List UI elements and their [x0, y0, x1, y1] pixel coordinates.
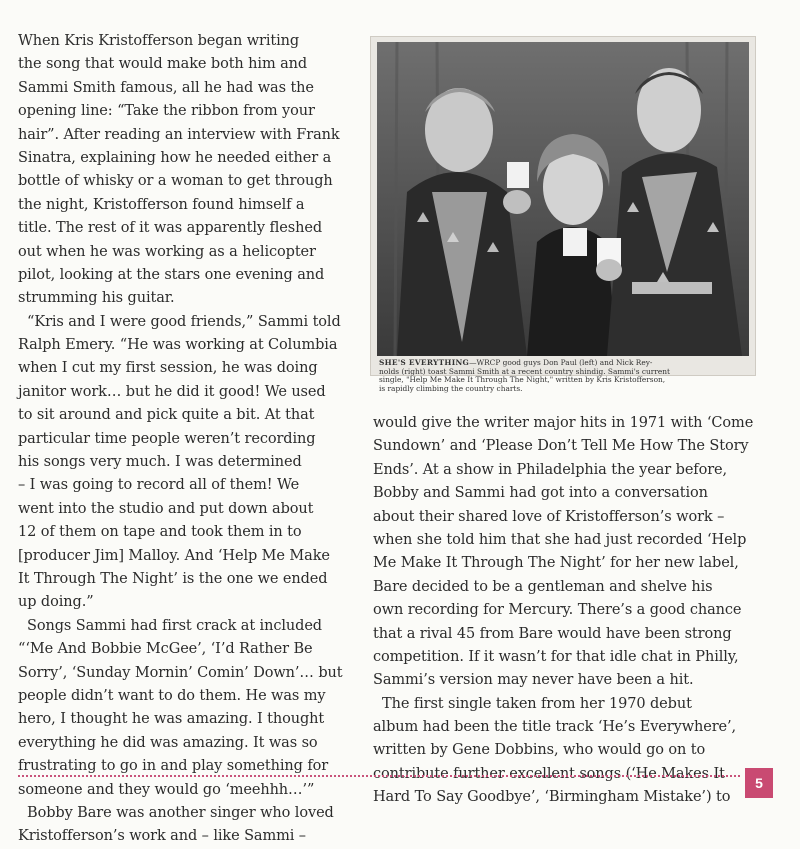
text-line: Songs Sammi had first crack at included — [18, 617, 322, 634]
text-line: bottle of whisky or a woman to get through — [18, 173, 333, 190]
left-column — [18, 30, 358, 849]
text-line: competition. If it wasn’t for that idle chat in Philly, — [373, 648, 739, 665]
text-line: [producer Jim] Malloy. And ‘Help Me Make — [18, 547, 330, 564]
text-line: when I cut my first session, he was doing — [18, 360, 318, 377]
caption-line: —WRCP good guys Don Paul (left) and Nick Rey- — [469, 358, 653, 367]
text-line: his songs very much. I was determined — [18, 454, 302, 471]
text-line: Bobby and Sammi had got into a conversation — [373, 485, 708, 502]
text-line: particular time people weren’t recording — [18, 430, 316, 447]
caption-line: is rapidly climbing the country charts. — [379, 383, 523, 393]
text-line: title. The rest of it was apparently fleshed — [18, 220, 323, 237]
text-line: went into the studio and put down about — [18, 500, 314, 517]
text-line: everything he did was amazing. It was so — [18, 734, 318, 751]
text-line: janitor work… but he did it good! We used — [18, 383, 326, 400]
text-line: to sit around and pick quite a bit. At that — [18, 407, 315, 424]
text-line: It Through The Night’ is the one we ended — [18, 570, 328, 587]
text-line: Sammi’s version may never have been a hit. — [373, 672, 694, 689]
text-line: When Kris Kristofferson began writing — [18, 33, 300, 49]
caption-lead: SHE'S EVERYTHING — [379, 358, 470, 367]
page-number: 5 — [745, 768, 773, 798]
text-line: “Kris and I were good friends,” Sammi told — [18, 313, 341, 330]
text-line: Bobby Bare was another singer who loved — [18, 804, 334, 821]
text-line: when she told him that she had just recorded ‘Help — [373, 531, 747, 548]
text-line: “‘Me And Bobbie McGee’, ‘I’d Rather Be — [18, 641, 313, 658]
text-line: pilot, looking at the stars one evening and — [18, 266, 325, 283]
footer-divider — [18, 775, 740, 777]
text-line: would give the writer major hits in 1971 with ‘Come — [373, 415, 754, 431]
text-line: contribute further excellent songs (‘He Makes It — [373, 765, 725, 782]
caption-line: single, "Help Me Make It Through The Night," written by Kris Kristofferson, — [379, 375, 666, 385]
text-line: Me Make It Through The Night’ for her new label, — [373, 555, 739, 572]
text-line: album had been the title track ‘He’s Everywhere’, — [373, 719, 737, 736]
text-line: out when he was working as a helicopter — [18, 243, 316, 260]
text-line: Kristofferson’s work and – like Sammi – — [18, 828, 306, 845]
text-line: Ralph Emery. “He was working at Columbia — [18, 337, 338, 354]
text-line: Bare decided to be a gentleman and shelve his — [373, 578, 713, 595]
text-line: Sundown’ and ‘Please Don’t Tell Me How The Story — [373, 438, 749, 455]
text-line: that a rival 45 from Bare would have been strong — [373, 625, 732, 642]
text-line: the song that would make both him and — [18, 56, 308, 73]
text-line: the night, Kristofferson found himself a — [18, 196, 305, 213]
right-column — [373, 412, 773, 810]
text-line: Sammi Smith famous, all he had was the — [18, 79, 314, 96]
text-line: – I was going to record all of them! We — [18, 477, 300, 494]
text-line: up doing.” — [18, 594, 94, 611]
photo-caption — [379, 359, 749, 393]
text-line: 12 of them on tape and took them in to — [18, 524, 302, 541]
text-line: people didn’t want to do them. He was my — [18, 687, 326, 704]
text-line: The first single taken from her 1970 debut — [373, 695, 692, 712]
press-photo — [377, 42, 749, 356]
photo-clipping — [370, 36, 756, 393]
text-line: strumming his guitar. — [18, 290, 175, 307]
text-line: own recording for Mercury. There’s a good chance — [373, 602, 742, 619]
text-line: Sorry’, ‘Sunday Mornin’ Comin’ Down’… but — [18, 664, 343, 681]
text-line: frustrating to go in and play something for — [18, 758, 329, 775]
text-line: hair”. After reading an interview with Frank — [18, 126, 340, 143]
text-line: Hard To Say Goodbye’, ‘Birmingham Mistake’) to — [373, 789, 731, 806]
text-line: Sinatra, explaining how he needed either a — [18, 149, 332, 166]
text-line: about their shared love of Kristofferson’s work – — [373, 508, 725, 525]
text-line: opening line: “Take the ribbon from your — [18, 103, 315, 120]
text-line: hero, I thought he was amazing. I thought — [18, 711, 325, 728]
text-line: written by Gene Dobbins, who would go on to — [373, 742, 706, 759]
text-line: someone and they would go ‘meehhh…’” — [18, 781, 315, 798]
text-line: Ends’. At a show in Philadelphia the year before, — [373, 461, 728, 478]
caption-line: nolds (right) toast Sammi Smith at a recent country shindig. Sammi's current — [379, 366, 670, 376]
